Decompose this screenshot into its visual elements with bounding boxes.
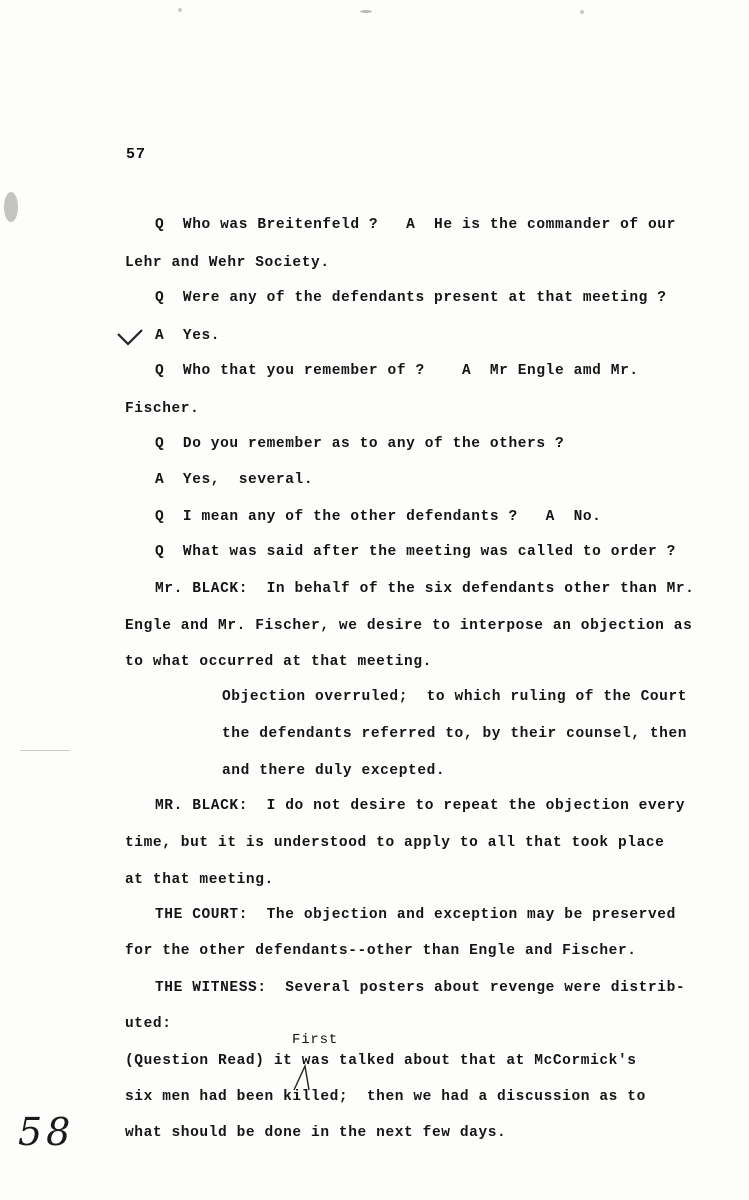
text-line: to what occurred at that meeting.	[125, 654, 432, 670]
text-line: Q Who that you remember of ? A Mr Engle amd Mr.	[155, 363, 639, 379]
text-line: for the other defendants--other than Engle and Fischer.	[125, 943, 637, 959]
text-line: what should be done in the next few days.	[125, 1125, 507, 1141]
text-line: time, but it is understood to apply to all that took place	[125, 835, 665, 851]
margin-check-icon	[116, 328, 144, 348]
text-line: THE COURT: The objection and exception may be preserved	[155, 907, 676, 923]
text-line: MR. BLACK: I do not desire to repeat the objection every	[155, 798, 686, 814]
handwritten-insert: First	[292, 1032, 339, 1048]
scan-speck	[20, 750, 70, 751]
text-line: THE WITNESS: Several posters about revenge were distrib-	[155, 980, 686, 996]
text-line: A Yes.	[155, 328, 221, 344]
handwritten-page-number: 58	[18, 1110, 75, 1154]
scan-speck	[580, 10, 584, 14]
scan-speck	[178, 8, 182, 12]
text-line: the defendants referred to, by their counsel, then	[222, 726, 688, 742]
text-line: (Question Read) it was talked about that at McCormick's	[125, 1053, 637, 1069]
text-line: Lehr and Wehr Society.	[125, 255, 330, 271]
scan-speck	[4, 192, 18, 222]
page-number: 57	[126, 146, 147, 163]
text-line: uted:	[125, 1016, 172, 1032]
text-line: Q What was said after the meeting was called to order ?	[155, 544, 676, 560]
text-line: Objection overruled; to which ruling of the Court	[222, 689, 688, 705]
text-line: Mr. BLACK: In behalf of the six defendants other than Mr.	[155, 581, 695, 597]
insertion-caret-icon	[290, 1062, 320, 1092]
text-line: Q I mean any of the other defendants ? A No.	[155, 509, 602, 525]
text-line: Engle and Mr. Fischer, we desire to interpose an objection as	[125, 618, 693, 634]
text-line: and there duly excepted.	[222, 763, 446, 779]
text-line: Q Do you remember as to any of the others ?	[155, 436, 565, 452]
text-line: A Yes, several.	[155, 472, 314, 488]
text-line: at that meeting.	[125, 872, 274, 888]
scan-speck	[360, 10, 372, 13]
text-line: Q Were any of the defendants present at that meeting ?	[155, 290, 667, 306]
text-line: six men had been killed; then we had a discussion as to	[125, 1089, 646, 1105]
text-line: Fischer.	[125, 401, 200, 417]
text-line: Q Who was Breitenfeld ? A He is the commander of our	[155, 217, 676, 233]
